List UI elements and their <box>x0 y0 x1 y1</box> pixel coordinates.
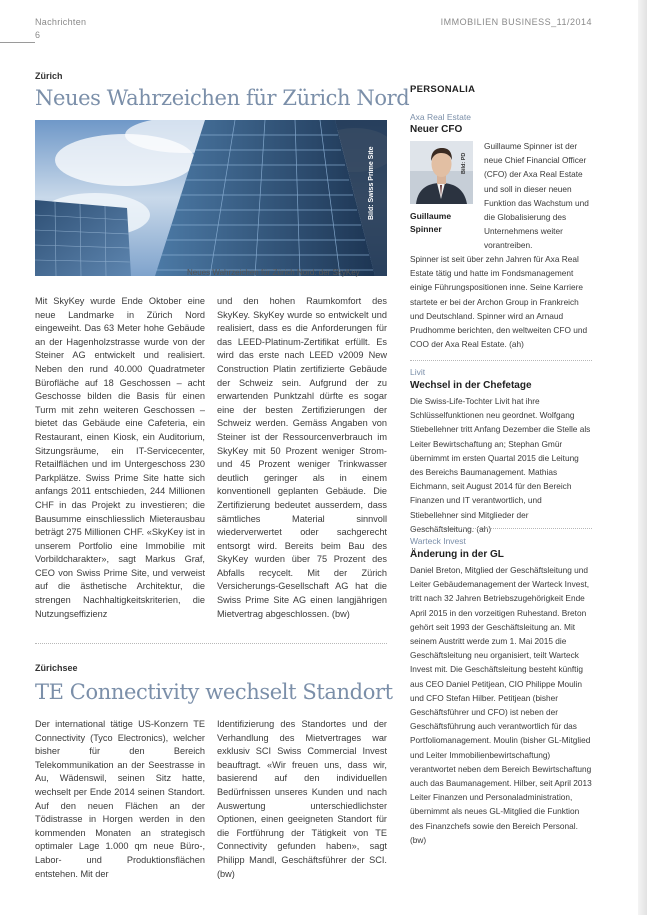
sidebar-item2-title: Wechsel in der Chefetage <box>410 380 532 391</box>
page-edge <box>638 0 647 915</box>
header-rule <box>0 42 35 43</box>
sidebar-divider-2 <box>410 528 592 529</box>
article2-kicker: Zürichsee <box>35 663 78 673</box>
portrait-name-first: Guillaume <box>410 211 452 221</box>
sidebar-item3-company: Warteck Invest <box>410 536 466 546</box>
portrait-name-last: Spinner <box>410 224 442 234</box>
article1-column-1: Mit SkyKey wurde Ende Oktober eine neue Landmarke in Zürich Nord eingeweiht. Das 63 Meter hohe Gebäude an der Hagenholzstrasse wurde von der Steiner AG entwickelt und realisiert. Neben den rund 40.000 Quadratmeter Bürofläche auf 18 Geschossen – acht Geschosse bilden die Basis für einen Turm mit zehn weiteren Geschossen – bietet das Gebäude eine Cafeteria, ein Restaurant, einen Kiosk, ein Auditorium, Sitzungsräume, ein IT-Servicecenter, Retailflächen und im Untergeschoss 230 Parkplätze. Swiss Prime Site hatte sich anfangs 2011 entschieden, 244 Millionen CHF in das Projekt zu investieren; die Bausumme einschliesslich Mieterausbau beträgt 275 Millionen CHF. «SkyKey ist in unserem Portfolio eine Immobilie mit Vorbildcharakter», sagt Markus Graf, CEO von Swiss Prime Site, und verweist auf die ästhetische Architektur, die strengen Nachhaltigkeitskriterien, die Nutzungseffizienz <box>35 296 205 619</box>
sidebar-item3-body: Daniel Breton, Mitglied der Geschäftsleitung und Leiter Gebäudemanagement der Warteck Invest, tritt nach 32 Jahren Betriebszugehörigkeit Ende April 2015 in den vorzeitigen Ruhestand. Breton gehört seit 1993 der Geschäftsleitung an. Mit seinem Austritt werde zum 1. Mai 2015 die Geschäftsleitung neu organisiert, teilt Warteck Invest mit. Die Geschäftsleitung besteht künftig aus CEO Daniel Petitjean, CIO Philippe Moulin und CFO Stefan Hilber. Petitjean (bisher Geschäftsführer und CFO) ist neben der Geschäftsführung auch verantwortlich für das Portfoliomanagement. Moulin (bisher GL-Mitglied und Leiter Immobilienbewirtschaftung) verantwortet neben dem Bereich Bewirtschaftung auch das Baumanagement. Hilber, seit April 2013 Leiter Finanzen und Personaladministration, übernimmt als neues GL-Mitglied die Funktion des Finanzchefs sowie den Bereich Personal. (bw) <box>410 565 592 845</box>
section-label: Nachrichten <box>35 17 87 27</box>
page-number: 6 <box>35 30 41 40</box>
article2-column-2: Identifizierung des Standortes und der Verhandlung des Mietvertrages war exklusiv SCI Swiss Commercial Invest beauftragt. «Wir freuen uns, dass wir, basierend auf den individuellen Bedürfnissen unseres Kunden und nach Auswertung unterschiedlichster Optionen, einen geeigneten Standort für die Fortführung der Tätigkeit von TE Connectivity gefunden haben», sagt Philipp Mandl, Geschäftsführer der SCI. (bw) <box>217 719 387 879</box>
portrait-name <box>410 210 451 236</box>
photo-caption: Neues Wahrzeichen für Zürich Nord: der SkyKey <box>187 268 360 277</box>
article-divider <box>35 643 387 644</box>
article1-kicker: Zürich <box>35 71 63 81</box>
sidebar-item1-title: Neuer CFO <box>410 124 463 135</box>
sidebar-divider-1 <box>410 360 592 361</box>
publication-label: IMMOBILIEN BUSINESS_11/2014 <box>440 17 592 27</box>
photo-credit: Bild: Swiss Prime Site <box>368 146 375 220</box>
article2-headline: TE Connectivity wechselt Standort <box>35 680 393 704</box>
skykey-photo <box>35 120 387 276</box>
article1-headline: Neues Wahrzeichen für Zürich Nord <box>35 86 410 110</box>
sidebar-item1-body: Spinner ist seit über zehn Jahren für Axa Real Estate tätig und hatte im Fondsmanagement einige Führungspositionen inne. Seine Karriere startete er bei der Archon Group in Frankreich und Deutschland. Spinner wird an Arnaud Prudhomme berichten, den weltweiten CFO und COO der Axa Real Estate. (ah) <box>410 254 588 350</box>
sidebar-item2-company: Livit <box>410 367 426 377</box>
article1-column-2: und den hohen Raumkomfort des SkyKey. SkyKey wurde so entwickelt und realisiert, dass es die Anforderungen für das LEED-Platinum-Zertifikat erfüllt. Es wird das erste nach LEED v2009 New Construction Platin zertifizierte Gebäude der Schweiz sein. Aufgrund der zu erwartenden Punktzahl dürfte es sogar eine der besten Zertifizierungen der Schweiz werden. Gemäss Angaben von Steiner ist der Ressourcenverbrauch im SkyKey mit 50 Prozent weniger Strom- und 45 Prozent weniger Trinkwasser deutlich geringer als in einem konventionell geplanten Gebäude. Die Zertifizierung bedeutet ausserdem, dass sämtliches Material sinnvoll wiederverwertet oder sachgerecht entsorgt wird. Bereits beim Bau des SkyKey wurden über 75 Prozent des Abfalls recycelt. Mit der Zürich Versicherungs-Gesellschaft AG hat die Swiss Prime Site AG einen langjährigen Mietvertrag abgeschlossen. (bw) <box>217 296 387 619</box>
sidebar-title: PERSONALIA <box>410 84 476 95</box>
sidebar-item2-body: Die Swiss-Life-Tochter Livit hat ihre Schlüsselfunktionen neu geordnet. Wolfgang Stiebellehner tritt Anfang Dezember die Stelle als Leiter Bewirtschaftung an; Stephan Gmür übernimmt im ersten Quartal 2015 die Leitung des Bereichs Baumanagement. Mathias Eichmann, seit August 2014 für den Bereich Finanzen und IT verantwortlich, und Stiebellehner sind Mitglieder der Geschäftsleitung. (ah) <box>410 396 591 534</box>
article2-column-1: Der international tätige US-Konzern TE Connectivity (Tyco Electronics), welcher bisher für den Bereich Telekommunikation an der Seestrasse in Au, Wädenswil, seinen Sitz hatte, wechselt per Ende 2014 seinen Standort. Auf den neuen Flächen an der Tödistrasse in Horgen werden in den kommenden Monaten an strategisch optimaler Lage 1.000 qm neue Büro-, Labor- und Produktionsflächen entstehen. Mit der <box>35 719 205 879</box>
portrait-credit: Bild: PD <box>461 152 467 174</box>
sidebar-item1-company: Axa Real Estate <box>410 112 471 122</box>
sidebar-item3-title: Änderung in der GL <box>410 549 504 560</box>
sidebar-item1-intro: Guillaume Spinner ist der neue Chief Financial Officer (CFO) der Axa Real Estate und soll in dieser neuen Funktion das Wachstum und die Globalisierung des Unternehmens weiter vorantreiben. <box>484 141 589 251</box>
